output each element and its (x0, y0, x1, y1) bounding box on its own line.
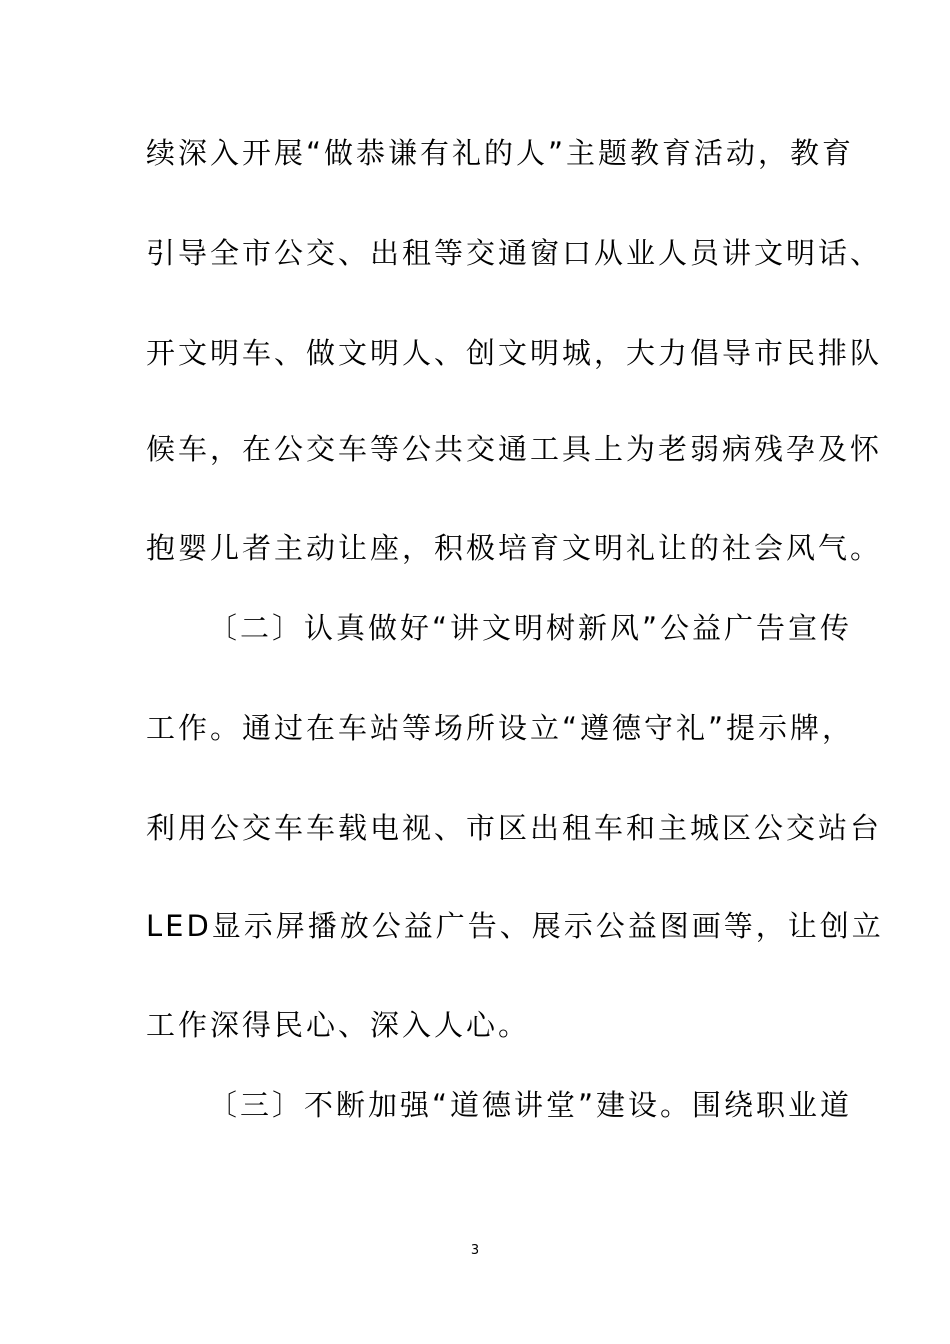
paragraph-line: 工作。通过在车站等场所设立“遵德守礼”提示牌， (146, 711, 855, 745)
paragraph-line: LED显示屏播放公益广告、展示公益图画等，让创立 (146, 909, 884, 943)
paragraph-line: 候车，在公交车等公共交通工具上为老弱病残孕及怀 (146, 432, 883, 466)
section-heading-line: 〔三〕不断加强“道德讲堂”建设。围绕职业道 (208, 1088, 853, 1122)
page-number: 3 (470, 1243, 480, 1258)
paragraph-line: 工作深得民心、深入人心。 (146, 1008, 531, 1042)
paragraph-line: 利用公交车车载电视、市区出租车和主城区公交站台 (146, 811, 883, 845)
paragraph-line: 开文明车、做文明人、创文明城，大力倡导市民排队 (146, 336, 883, 370)
paragraph-line: 引导全市公交、出租等交通窗口从业人员讲文明话、 (146, 236, 883, 270)
paragraph-line: 续深入开展“做恭谦有礼的人”主题教育活动，教育 (146, 136, 855, 170)
section-heading-line: 〔二〕认真做好“讲文明树新风”公益广告宣传 (208, 611, 853, 645)
paragraph-line: 抱婴儿者主动让座，积极培育文明礼让的社会风气。 (146, 531, 883, 565)
